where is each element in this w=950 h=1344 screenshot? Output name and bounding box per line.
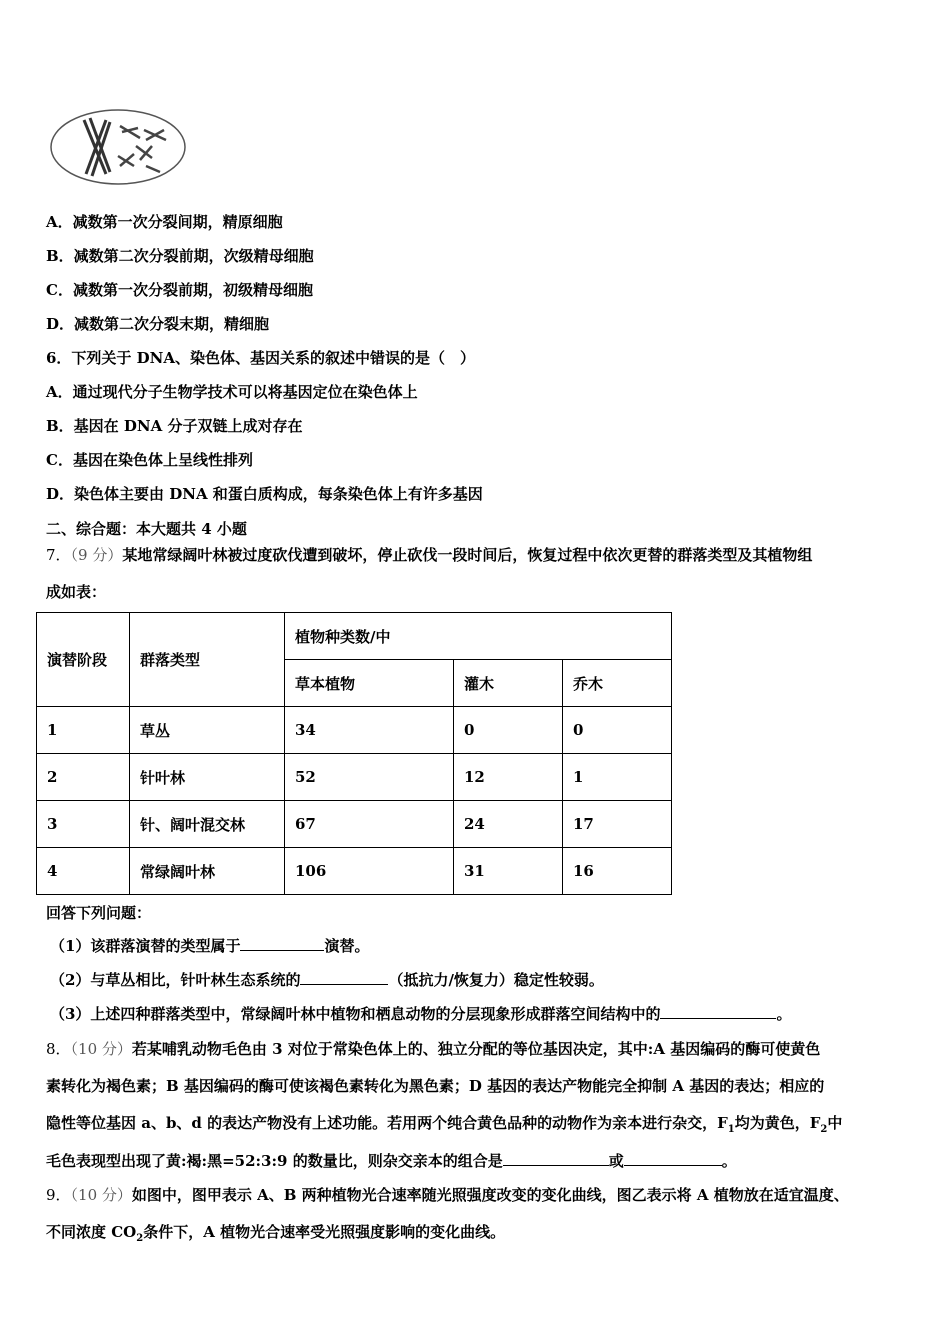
q5-option-a: A．减数第一次分裂间期，精原细胞 (46, 213, 283, 231)
q7-sub3-end: 。 (776, 1005, 792, 1023)
q8-line1 (46, 1038, 820, 1059)
answer-blank[interactable] (624, 1151, 722, 1166)
q9-line2 (46, 1221, 505, 1244)
q7-number: 7． (46, 546, 71, 564)
q8-line1-text: 若某哺乳动物毛色由 3 对位于常染色体上的、独立分配的等位基因决定，其中:A 基因编码的酶可使黄色 (131, 1040, 821, 1058)
answer-blank[interactable] (240, 936, 324, 951)
q8-line3 (46, 1112, 842, 1135)
q9-score: （10 分） (70, 1186, 132, 1204)
q6-stem: 6．下列关于 DNA、染色体、基因关系的叙述中错误的是（ ） (46, 349, 476, 367)
q7-sub3 (50, 1003, 791, 1024)
small-chromosome-lower (118, 146, 160, 172)
table-row (37, 801, 672, 848)
q8-line4-or: 或 (608, 1152, 624, 1170)
q8-number: 8． (46, 1040, 71, 1058)
q9-line1 (46, 1184, 849, 1205)
header-stage: 演替阶段 (37, 613, 130, 707)
q7-stem1: 某地常绿阔叶林被过度砍伐遭到破坏，停止砍伐一段时间后，恢复过程中依次更替的群落类型及其植物组 (122, 546, 813, 564)
cell-outline (51, 110, 185, 184)
q7-sub1-text: （1）该群落演替的类型属于 (50, 937, 241, 955)
cell-shrub: 12 (454, 754, 563, 801)
cell-stage: 2 (37, 754, 130, 801)
header-herb: 草本植物 (285, 660, 454, 707)
header-tree: 乔木 (563, 660, 672, 707)
q8-line3-text3: 中 (827, 1114, 843, 1132)
q7-sub3-text: （3）上述四种群落类型中，常绿阔叶林中植物和栖息动物的分层现象形成群落空间结构中的 (50, 1005, 661, 1023)
answer-blank[interactable] (300, 970, 388, 985)
q8-line3-text: 隐性等位基因 a、b、d 的表达产物没有上述功能。若用两个纯合黄色品种的动物作为亲本进行杂交，F (46, 1114, 728, 1132)
q9-line2-text: 不同浓度 CO (46, 1223, 137, 1241)
subscript: 1 (727, 1124, 735, 1135)
cell-type: 常绿阔叶林 (130, 848, 285, 895)
q8-line4-end: 。 (721, 1152, 737, 1170)
cell-type: 草丛 (130, 707, 285, 754)
table-row (37, 848, 672, 895)
q7-sub2 (50, 969, 604, 990)
q6-option-a: A．通过现代分子生物学技术可以将基因定位在染色体上 (46, 383, 418, 401)
q9-line1-text: 如图中，图甲表示 A、B 两种植物光合速率随光照强度改变的变化曲线，图乙表示将 A 植物放在适宜温度、 (131, 1186, 849, 1204)
q8-line4-text: 毛色表现型出现了黄:褐:黑=52:3:9 的数量比，则杂交亲本的组合是 (46, 1152, 503, 1170)
q9-number: 9． (46, 1186, 71, 1204)
q5-option-c: C．减数第一次分裂前期，初级精母细胞 (46, 281, 313, 299)
large-chromosome (84, 118, 110, 176)
cell-type: 针叶林 (130, 754, 285, 801)
q7-sub2-text: （2）与草丛相比，针叶林生态系统的 (50, 971, 301, 989)
cell-shrub: 31 (454, 848, 563, 895)
cell-type: 针、阔叶混交林 (130, 801, 285, 848)
q6-option-d: D．染色体主要由 DNA 和蛋白质构成，每条染色体上有许多基因 (46, 485, 483, 503)
q5-option-b: B．减数第二次分裂前期，次级精母细胞 (46, 247, 314, 265)
chromosome-diagram (48, 106, 190, 190)
q8-line3-text2: 均为黄色，F (734, 1114, 821, 1132)
q7-stem-line1 (46, 544, 812, 565)
table-row (37, 754, 672, 801)
cell-herb: 106 (285, 848, 454, 895)
cell-herb: 52 (285, 754, 454, 801)
cell-tree: 0 (563, 707, 672, 754)
cell-stage: 4 (37, 848, 130, 895)
cell-stage: 3 (37, 801, 130, 848)
subscript: 2 (136, 1233, 144, 1244)
small-chromosome-upper (120, 126, 166, 140)
q7-sub1-end: 演替。 (324, 937, 370, 955)
q6-option-c: C．基因在染色体上呈线性排列 (46, 451, 253, 469)
header-shrub: 灌木 (454, 660, 563, 707)
q7-sub1 (50, 935, 369, 956)
cell-shrub: 24 (454, 801, 563, 848)
answer-blank[interactable] (503, 1151, 609, 1166)
succession-table (36, 612, 672, 895)
q8-line2: 素转化为褐色素；B 基因编码的酶可使该褐色素转化为黑色素；D 基因的表达产物能完全抑制 A 基因的表达；相应的 (46, 1077, 825, 1095)
cell-tree: 17 (563, 801, 672, 848)
q8-score: （10 分） (70, 1040, 132, 1058)
cell-herb: 34 (285, 707, 454, 754)
q7-answer-intro: 回答下列问题： (46, 904, 152, 922)
q6-option-b: B．基因在 DNA 分子双链上成对存在 (46, 417, 303, 435)
section-heading: 二、综合题：本大题共 4 小题 (46, 520, 247, 538)
cell-tree: 1 (563, 754, 672, 801)
cell-herb: 67 (285, 801, 454, 848)
q7-score: （9 分） (70, 546, 123, 564)
answer-blank[interactable] (660, 1004, 776, 1019)
cell-tree: 16 (563, 848, 672, 895)
q5-option-d: D．减数第二次分裂末期，精细胞 (46, 315, 270, 333)
cell-shrub: 0 (454, 707, 563, 754)
q7-stem-line2: 成如表： (46, 583, 107, 601)
header-species-count: 植物种类数/中 (285, 613, 672, 660)
table-row (37, 707, 672, 754)
q8-line4 (46, 1150, 737, 1171)
q7-sub2-end: （抵抗力/恢复力）稳定性较弱。 (388, 971, 604, 989)
cell-stage: 1 (37, 707, 130, 754)
header-community-type: 群落类型 (130, 613, 285, 707)
subscript: 2 (820, 1124, 828, 1135)
q9-line2-text2: 条件下，A 植物光合速率受光照强度影响的变化曲线。 (143, 1223, 506, 1241)
